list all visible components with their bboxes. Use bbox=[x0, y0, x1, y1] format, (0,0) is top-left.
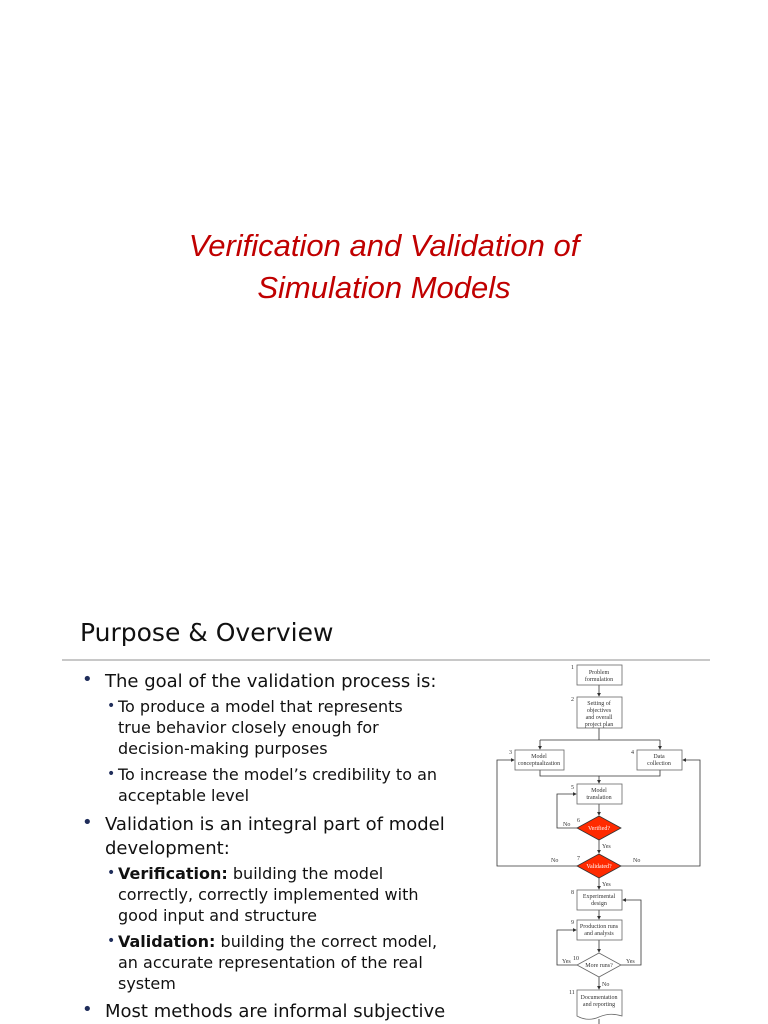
flowchart-label: 10 bbox=[573, 956, 579, 962]
bullet-text: development: bbox=[105, 838, 230, 859]
bullet-text: Validation is an integral part of model bbox=[105, 814, 445, 835]
flowchart-label: 5 bbox=[571, 785, 574, 791]
flowchart-label: project plan bbox=[584, 722, 614, 728]
definition: building the correct model, bbox=[220, 932, 438, 951]
cover-title-line2: Simulation Models bbox=[257, 270, 511, 305]
flowchart-label: 1 bbox=[571, 665, 574, 671]
bullet-text: To produce a model that represents bbox=[118, 697, 403, 716]
flowchart-label: Verified? bbox=[588, 826, 610, 832]
bullet-text: Most methods are informal subjective bbox=[105, 1001, 446, 1022]
bullet-text: To increase the model’s credibility to an bbox=[118, 765, 438, 784]
flowchart-label: Yes bbox=[602, 844, 611, 850]
flowchart-label: collection bbox=[647, 761, 671, 767]
bullet: • bbox=[107, 933, 116, 949]
definition: building the model bbox=[232, 864, 384, 883]
bullet-text: good input and structure bbox=[118, 906, 318, 925]
flowchart-label: design bbox=[591, 901, 607, 907]
flowchart-label: Data bbox=[653, 754, 665, 760]
step-experimental-design bbox=[577, 890, 622, 910]
cover-title-line1: Verification and Validation of bbox=[188, 228, 580, 263]
flowchart-label: conceptualization bbox=[517, 761, 561, 767]
flowchart-label: Validated? bbox=[586, 864, 612, 870]
flowchart-label: Model bbox=[591, 788, 607, 794]
term-verification: Verification: bbox=[118, 864, 228, 883]
step-model-translation bbox=[577, 784, 622, 804]
flowchart-label: 6 bbox=[577, 818, 580, 824]
flowchart-label: and overall bbox=[585, 715, 613, 721]
slide-heading: Purpose & Overview bbox=[80, 618, 334, 647]
flowchart-label: 2 bbox=[571, 697, 574, 703]
step-production-runs bbox=[577, 920, 622, 940]
bullet-text: The goal of the validation process is: bbox=[105, 671, 437, 692]
flowchart-label: No bbox=[551, 858, 559, 864]
flowchart-label: 9 bbox=[571, 920, 574, 926]
bullet-text: an accurate representation of the real bbox=[118, 953, 423, 972]
flowchart-label: Production runs bbox=[579, 924, 619, 930]
flowchart-label: Experimental bbox=[582, 894, 616, 900]
step-data-collection bbox=[637, 750, 682, 770]
flowchart-label: 8 bbox=[571, 890, 574, 896]
flowchart-label: translation bbox=[586, 795, 612, 801]
flowchart-label: Yes bbox=[602, 882, 611, 888]
flowchart-label: No bbox=[602, 982, 610, 988]
flowchart-label: and analysis bbox=[584, 931, 614, 937]
flowchart-label: 11 bbox=[569, 990, 575, 996]
flowchart-label: and reporting bbox=[582, 1002, 616, 1008]
flowchart-label: Yes bbox=[562, 959, 571, 965]
bullet: • bbox=[82, 999, 93, 1020]
flowchart-label: Model bbox=[531, 754, 547, 760]
flowchart-label: objectives bbox=[586, 708, 612, 714]
bullet-text: correctly, correctly implemented with bbox=[118, 885, 419, 904]
bullet-text: system bbox=[118, 974, 176, 993]
flowchart-label: Yes bbox=[626, 959, 635, 965]
flowchart-label: 4 bbox=[631, 750, 634, 756]
flowchart-label: No bbox=[633, 858, 641, 864]
step-model-conceptualization bbox=[515, 750, 564, 770]
flowchart-label: No bbox=[563, 822, 571, 828]
bullet-text: true behavior closely enough for bbox=[118, 718, 379, 737]
bullet: • bbox=[82, 669, 93, 690]
flowchart-label: formulation bbox=[584, 677, 614, 683]
term-validation: Validation: bbox=[118, 932, 216, 951]
bullet: • bbox=[82, 812, 93, 833]
bullet: • bbox=[107, 698, 116, 714]
flowchart-label: More runs? bbox=[585, 963, 613, 969]
flowchart-label: Setting of bbox=[587, 701, 611, 707]
bullet: • bbox=[107, 865, 116, 881]
bullet: • bbox=[107, 766, 116, 782]
flowchart-label: Problem bbox=[588, 670, 610, 676]
flowchart-label: Documentation bbox=[580, 995, 618, 1001]
bullet-text: acceptable level bbox=[118, 786, 250, 805]
bullet-text: decision-making purposes bbox=[118, 739, 328, 758]
flowchart-label: 3 bbox=[509, 750, 512, 756]
flowchart-label: 7 bbox=[577, 856, 580, 862]
